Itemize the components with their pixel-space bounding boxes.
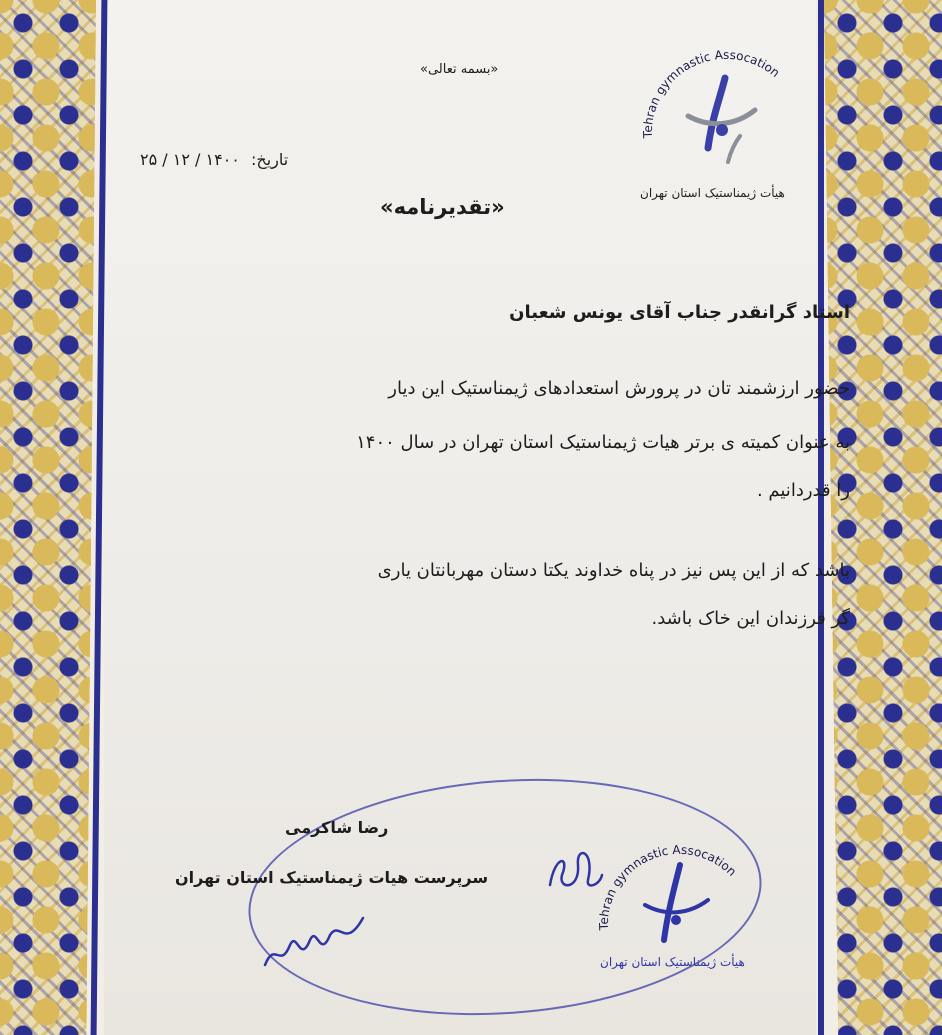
ornamental-border-right (824, 0, 942, 1035)
handwritten-signature (255, 900, 375, 980)
body-line-2: به عنوان کمیته ی برتر هیات ژیمناستیک استان تهران در سال ۱۴۰۰ (356, 432, 850, 453)
body-line-5: گر فرزندان این خاک باشد. (651, 608, 850, 629)
ornamental-border-left (0, 0, 96, 1035)
association-logo-top (630, 18, 820, 168)
signatory-title: سرپرست هیات ژیمناستیک استان تهران (175, 868, 489, 887)
gymnast-icon (688, 78, 755, 162)
body-line-1: حضور ارزشمند تان در پرورش استعدادهای ژیمناستیک این دیار (388, 378, 850, 399)
association-logo-bottom (590, 820, 760, 960)
body-line-4: باشد که از این پس نیز در پناه خداوند یکتا دستان مهربانتان یاری (377, 560, 850, 581)
logo-caption-bottom: هیأت ژیمناستیک استان تهران (600, 955, 745, 969)
svg-text:Tehran gymnastic Assocation: Tehran gymnastic Assocation (596, 842, 740, 931)
body-line-3: را قدردانیم . (756, 480, 850, 501)
date-value: ۱۴۰۰ / ۱۲ / ۲۵ (140, 150, 240, 169)
certificate-title: «تقدیرنامه» (380, 195, 505, 219)
salutation-line: استاد گرانقدر جناب آقای یونس شعبان (509, 302, 850, 323)
logo-arc-text: Tehran gymnastic Assocation (640, 47, 783, 139)
date-line (140, 150, 288, 169)
date-label: تاریخ: (250, 150, 289, 169)
logo-caption-top: هیأت ژیمناستیک استان تهران (640, 186, 785, 200)
signatory-name: رضا شاکرمی (285, 818, 389, 837)
gymnast-icon (645, 865, 708, 940)
invocation-text: «بسمه تعالی» (420, 62, 499, 77)
